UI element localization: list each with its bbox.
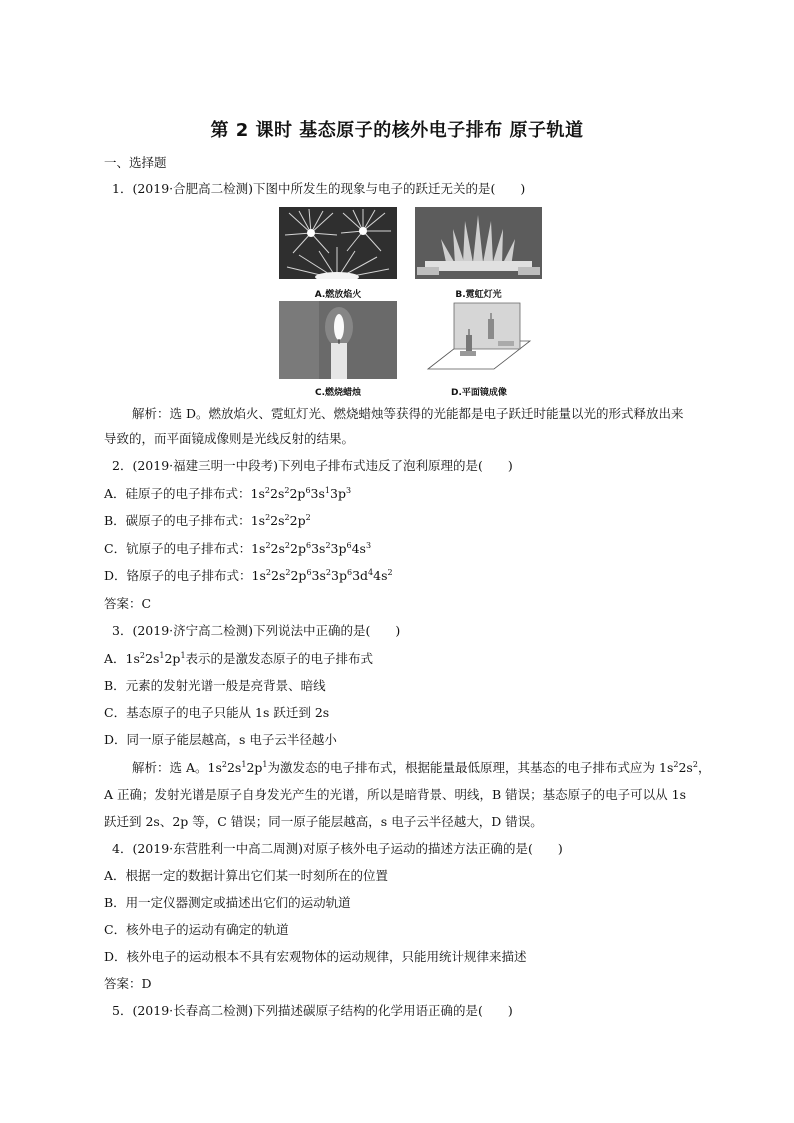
q1-stem: 1．(2019·合肥高二检测)下图中所发生的现象与电子的跃迁无关的是( ) — [112, 181, 526, 196]
q3-stem: 3．(2019·济宁高二检测)下列说法中正确的是( ) — [112, 623, 401, 638]
q2-option-d: D．铬原子的电子排布式：$1s^22s^22p^63s^23p^63d^44s^2$ — [104, 568, 393, 583]
fireworks-image — [279, 207, 397, 279]
q4-stem: 4．(2019·东营胜利一中高二周测)对原子核外电子运动的描述方法正确的是( ) — [112, 841, 563, 856]
q2-option-d-text: D．铬原子的电子排布式： — [104, 568, 252, 583]
q3-option-a-text: 表示的是激发态原子的电子排布式 — [185, 651, 374, 666]
figure-b-caption: B.霓虹灯光 — [455, 290, 502, 300]
q4-option-c: C．核外电子的运动有确定的轨道 — [104, 922, 289, 937]
q4-option-d: D．核外电子的运动根本不具有宏观物体的运动规律，只能用统计规律来描述 — [104, 949, 527, 964]
q3-option-d: D．同一原子能层越高，s 电子云半径越小 — [104, 732, 337, 747]
q2-option-b-text: B．碳原子的电子排布式： — [104, 513, 251, 528]
q4-answer: 答案：D — [104, 976, 152, 991]
fireworks-drawing — [279, 207, 397, 279]
mirror-drawing — [424, 301, 534, 379]
q3-option-b: B．元素的发射光谱一般是亮背景、暗线 — [104, 678, 326, 693]
figure-c-caption: C.燃烧蜡烛 — [314, 388, 362, 398]
page-title: 第 2 课时 基态原子的核外电子排布 原子轨道 — [210, 120, 584, 141]
q3-option-c: C．基态原子的电子只能从 1s 跃迁到 2s — [104, 705, 330, 720]
section-heading: 一、选择题 — [104, 155, 167, 170]
q2-option-b: B．碳原子的电子排布式：$1s^22s^22p^2$ — [104, 513, 311, 528]
q2-option-a-text: A．硅原子的电子排布式： — [104, 486, 251, 501]
mirror-image — [424, 301, 534, 379]
q2-option-c-text: C．钪原子的电子排布式： — [104, 541, 252, 556]
candle-image — [279, 301, 397, 379]
q2-option-a: A．硅原子的电子排布式：$1s^22s^22p^63s^13p^3$ — [104, 486, 352, 501]
q2-stem: 2．(2019·福建三明一中段考)下列电子排布式违反了泡利原理的是( ) — [112, 458, 513, 473]
q3-option-a: A．$1s^22s^12p^1$表示的是激发态原子的电子排布式 — [104, 651, 374, 666]
q3-analysis-line-2: A 正确；发射光谱是原子自身发光产生的光谱，所以是暗背景、明线，B 错误；基态原子的电子可以从 1s — [104, 787, 687, 802]
q3-analysis-line-3: 跃迁到 2s、2p 等，C 错误；同一原子能层越高，s 电子云半径越大，D 错误。 — [104, 814, 543, 829]
figure-d-caption: D.平面镜成像 — [451, 388, 507, 398]
neon-lights-drawing — [415, 207, 542, 279]
q2-answer: 答案：C — [104, 596, 152, 611]
q4-option-a: A．根据一定的数据计算出它们某一时刻所在的位置 — [104, 868, 389, 883]
q2-option-c: C．钪原子的电子排布式：$1s^22s^22p^63s^23p^64s^3$ — [104, 541, 372, 556]
q3-analysis-prefix: 解析：选 A。 — [132, 760, 208, 775]
q3-analysis-line-1: 解析：选 A。$1s^22s^12p^1$为激发态的电子排布式，根据能量最低原理，其基态的电子排布式应为 $1s^22s^2$， — [132, 760, 711, 775]
candle-drawing — [279, 301, 397, 379]
neon-lights-image — [415, 207, 542, 279]
q1-analysis-line-1: 解析：选 D。燃放焰火、霓虹灯光、燃烧蜡烛等获得的光能都是电子跃迁时能量以光的形式释放出来 — [132, 406, 684, 421]
q1-analysis-line-2: 导致的，而平面镜成像则是光线反射的结果。 — [104, 431, 355, 446]
q5-stem: 5．(2019·长春高二检测)下列描述碳原子结构的化学用语正确的是( ) — [112, 1003, 513, 1018]
q3-analysis-middle: 为激发态的电子排布式，根据能量最低原理，其基态的电子排布式应为 — [267, 760, 656, 775]
q4-option-b: B．用一定仪器测定或描述出它们的运动轨道 — [104, 895, 351, 910]
figure-a-caption: A.燃放焰火 — [314, 290, 362, 300]
